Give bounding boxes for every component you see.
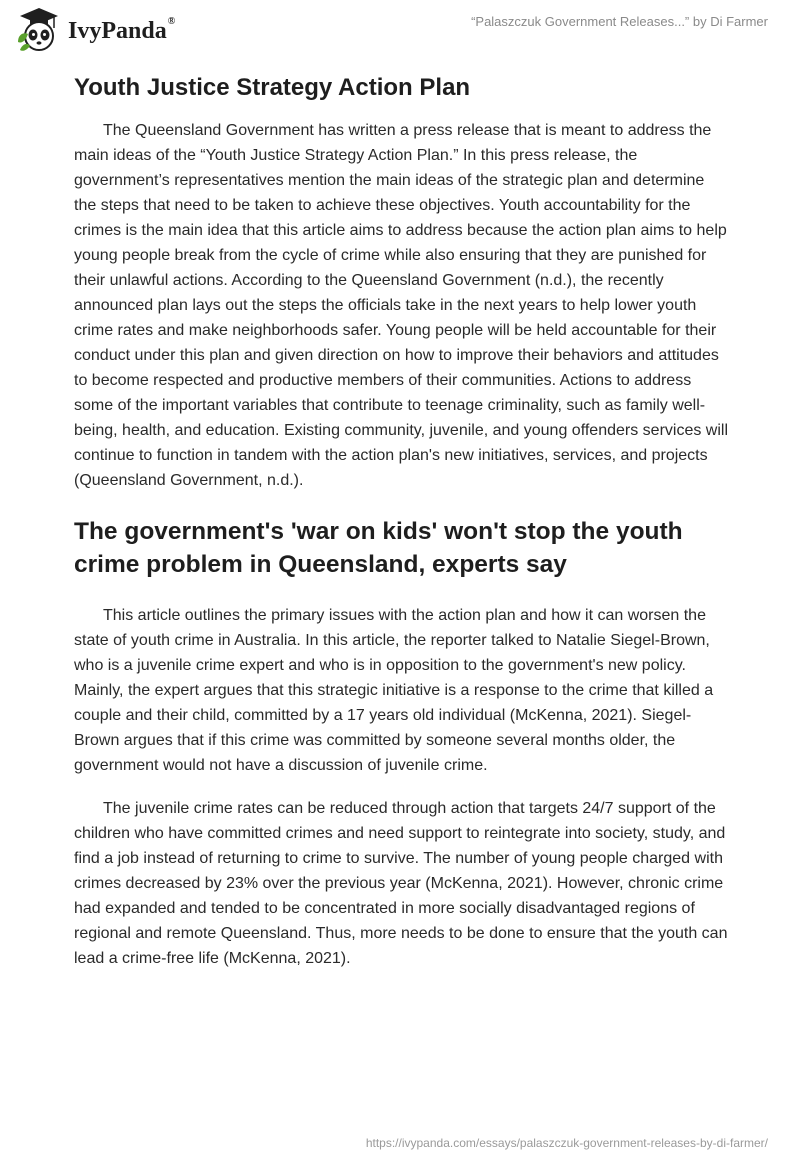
paragraph: The Queensland Government has written a press release that is meant to address the main ideas of the “Youth Justice Strategy Action Plan.” In this press release, the government’s representatives mention the main ideas of the strategic plan and determine the steps that need to be taken to achieve these objectives. Youth accountability for the crimes is the main idea that this article aims to address because the action plan aims to help young people break from the cycle of crime while also ensuring that they are punished for their unlawful actions. According to the Queensland Government (n.d.), the recently announced plan lays out the steps the officials take in the next years to help lower youth crime rates and make neighborhoods safer. Young people will be held accountable for their conduct under this plan and given direction on how to improve their behaviors and attitudes to become respected and productive members of their communities. Actions to address some of the important variables that contribute to teenage criminality, such as family well-being, health, and education. Existing community, juvenile, and young offenders services will continue to function in tandem with the action plan's new initiatives, services, and projects (Queensland Government, n.d.). (74, 122, 729, 489)
document-reference: “Palaszczuk Government Releases...” by Di Farmer (471, 14, 768, 29)
section-heading-action-plan: Youth Justice Strategy Action Plan (74, 74, 471, 101)
page-header (0, 0, 800, 70)
source-url[interactable]: https://ivypanda.com/essays/palaszczuk-government-releases-by-di-farmer/ (365, 1136, 768, 1150)
registered-mark: ® (167, 15, 176, 27)
paragraph: This article outlines the primary issues with the action plan and how it can worsen the state of youth crime in Australia. In this article, the reporter talked to Natalie Siegel-Brown, who is a juvenile crime expert and who is in opposition to the government's new policy. Mainly, the expert argues that this strategic initiative is a response to the crime that killed a couple and their child, committed by a 17 years old individual (McKenna, 2021). Siegel-Brown argues that if this crime was committed by someone several months older, the government would not have a discussion of juvenile crime. (74, 607, 714, 774)
article-body (74, 72, 728, 989)
section-heading-war-on-kids: The government's 'war on kids' won't stop the youth crime problem in Queensland, experts say (74, 518, 683, 578)
ivypanda-logo[interactable] (14, 6, 175, 52)
brand-name: IvyPanda® (68, 15, 176, 44)
paragraph: The juvenile crime rates can be reduced through action that targets 24/7 support of the children who have committed crimes and need support to reintegrate into society, study, and find a job instead of returning to crime to survive. The number of young people charged with crimes decreased by 23% over the previous year (McKenna, 2021). However, chronic crime had expanded and tended to be concentrated in more socially disadvantaged regions of regional and remote Queensland. Thus, more needs to be done to ensure that the youth can lead a crime-free life (McKenna, 2021). (74, 800, 728, 967)
panda-graduation-cap-icon (14, 6, 62, 52)
